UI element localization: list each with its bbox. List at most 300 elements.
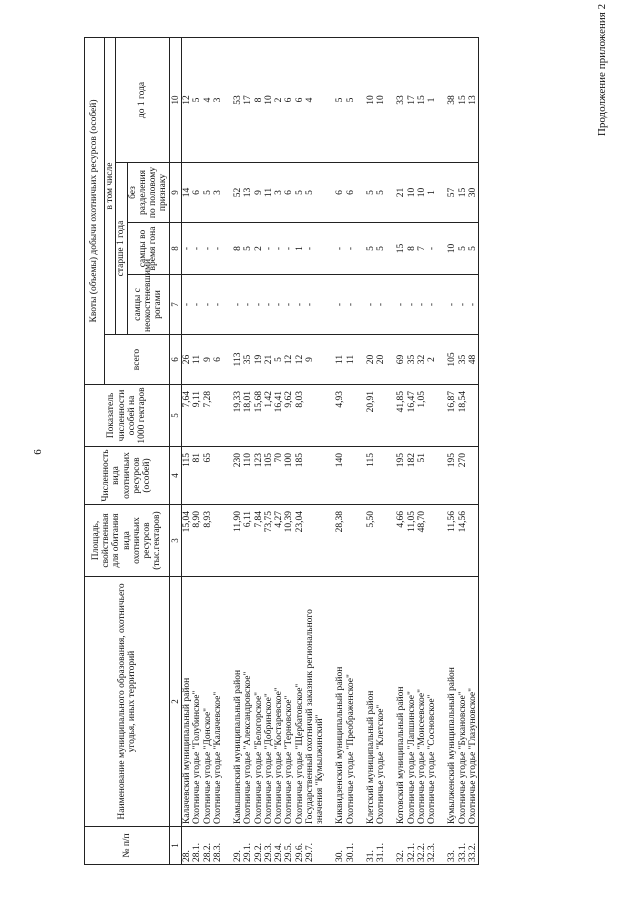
row-males-rut: - <box>427 223 437 275</box>
row-total: 5 <box>274 335 284 385</box>
row-total: 19 <box>254 335 264 385</box>
row-index: 15,68 <box>254 385 264 447</box>
row-total: 26 <box>182 335 193 385</box>
row-index <box>376 385 386 447</box>
row-number: 30. <box>335 827 345 865</box>
row-area: 14,56 <box>458 505 468 577</box>
row-total: 20 <box>366 335 376 385</box>
row-count: 185 <box>295 447 305 505</box>
row-count: 195 <box>396 447 406 505</box>
row-count: 195 <box>447 447 457 505</box>
rotated-table-container <box>84 38 609 865</box>
group-spacer <box>356 37 366 864</box>
row-no-sex: 6 <box>346 163 356 223</box>
spacer-cell <box>437 577 447 827</box>
row-name: Охотничье угодье "Донское" <box>203 577 213 827</box>
row-males-rut: 7 <box>417 223 427 275</box>
row-index: 4,93 <box>335 385 345 447</box>
row-total: 35 <box>407 335 417 385</box>
row-number: 29. <box>233 827 243 865</box>
row-males-horns: - <box>213 275 223 335</box>
col-header-under1: до 1 года <box>116 37 169 162</box>
spacer-cell <box>223 163 233 223</box>
col-number: 4 <box>169 447 182 505</box>
row-number: 29.6. <box>295 827 305 865</box>
row-males-horns: - <box>182 275 193 335</box>
row-count: 81 <box>192 447 202 505</box>
row-no-sex: 1 <box>427 163 437 223</box>
row-index: 19,33 <box>233 385 243 447</box>
spacer-cell <box>325 827 335 865</box>
row-name: Охотничье угодье "Терновское" <box>284 577 294 827</box>
row-males-horns: - <box>243 275 253 335</box>
row-total: 48 <box>468 335 479 385</box>
row-under1: 6 <box>295 37 305 162</box>
row-name: Кумылженский муниципальный район <box>447 577 457 827</box>
column-number-row <box>169 37 182 864</box>
row-name: Охотничье угодье "Голубинское" <box>192 577 202 827</box>
col-number: 9 <box>169 163 182 223</box>
row-name: Котовский муниципальный район <box>396 577 406 827</box>
row-index: 1,05 <box>417 385 427 447</box>
col-header-name: Наименование муниципального образования, охотничьего угодья, иных территорий <box>85 577 170 827</box>
quota-table <box>84 37 479 865</box>
row-males-rut: 5 <box>468 223 479 275</box>
row-index: 8,03 <box>295 385 305 447</box>
row-total: 11 <box>335 335 345 385</box>
row-area: 10,39 <box>284 505 294 577</box>
row-no-sex: 11 <box>264 163 274 223</box>
table-row <box>458 37 468 864</box>
spacer-cell <box>223 447 233 505</box>
spacer-cell <box>223 335 233 385</box>
row-index: 20,91 <box>366 385 376 447</box>
row-total: 105 <box>447 335 457 385</box>
row-total: 11 <box>346 335 356 385</box>
spacer-cell <box>386 275 396 335</box>
row-no-sex: 6 <box>335 163 345 223</box>
row-area: 23,04 <box>295 505 305 577</box>
row-males-rut: 5 <box>458 223 468 275</box>
row-total: 20 <box>376 335 386 385</box>
row-index <box>427 385 437 447</box>
row-name: Охотничье угодье "Щербатовское" <box>295 577 305 827</box>
row-index: 7,28 <box>203 385 213 447</box>
row-no-sex: 5 <box>366 163 376 223</box>
col-header-males-rut: самцы во время гона <box>127 223 169 275</box>
row-area: 7,84 <box>254 505 264 577</box>
row-area: 11,90 <box>233 505 243 577</box>
row-no-sex: 5 <box>305 163 326 223</box>
row-index: 16,87 <box>447 385 457 447</box>
row-total: 12 <box>295 335 305 385</box>
row-males-rut: 5 <box>376 223 386 275</box>
row-area <box>305 505 326 577</box>
row-males-rut: 1 <box>295 223 305 275</box>
col-header-total: всего <box>105 335 170 385</box>
row-males-rut: 10 <box>447 223 457 275</box>
row-no-sex: 10 <box>407 163 417 223</box>
row-area: 8,93 <box>203 505 213 577</box>
table-row <box>274 37 284 864</box>
row-males-rut: 8 <box>233 223 243 275</box>
row-count: 105 <box>264 447 274 505</box>
spacer-cell <box>356 37 366 162</box>
spacer-cell <box>356 577 366 827</box>
row-males-rut: - <box>305 223 326 275</box>
row-males-rut: 5 <box>243 223 253 275</box>
row-name: Клетский муниципальный район <box>366 577 376 827</box>
spacer-cell <box>325 505 335 577</box>
row-under1: 4 <box>305 37 326 162</box>
spacer-cell <box>437 335 447 385</box>
row-males-rut: 5 <box>366 223 376 275</box>
row-males-horns: - <box>366 275 376 335</box>
col-header-quota: Квоты (объемы) добычи охотничьих ресурсов (особей) <box>85 37 105 384</box>
row-males-rut: - <box>203 223 213 275</box>
row-no-sex: 13 <box>243 163 253 223</box>
table-row <box>366 37 376 864</box>
row-under1: 4 <box>203 37 213 162</box>
spacer-cell <box>356 335 366 385</box>
spacer-cell <box>386 223 396 275</box>
table-row <box>295 37 305 864</box>
row-area <box>213 505 223 577</box>
row-name: Охотничье угодье "Глазуновское" <box>468 577 479 827</box>
row-number: 29.4. <box>274 827 284 865</box>
spacer-cell <box>386 163 396 223</box>
row-total: 6 <box>213 335 223 385</box>
row-total: 32 <box>417 335 427 385</box>
row-total: 2 <box>427 335 437 385</box>
row-under1: 33 <box>396 37 406 162</box>
spacer-cell <box>223 505 233 577</box>
row-area: 11,56 <box>447 505 457 577</box>
row-area: 48,70 <box>417 505 427 577</box>
row-area: 28,38 <box>335 505 345 577</box>
row-index: 1,42 <box>264 385 274 447</box>
row-no-sex: 14 <box>182 163 193 223</box>
row-name: Охотничье угодье "Букановское" <box>458 577 468 827</box>
row-males-horns: - <box>295 275 305 335</box>
row-number: 29.3. <box>264 827 274 865</box>
spacer-cell <box>325 223 335 275</box>
row-area: 73,75 <box>264 505 274 577</box>
spacer-cell <box>223 275 233 335</box>
spacer-cell <box>437 37 447 162</box>
row-under1: 15 <box>417 37 427 162</box>
table-row <box>284 37 294 864</box>
table-row <box>335 37 345 864</box>
col-header-no-sex: без разделения по половому признаку <box>127 163 169 223</box>
row-count: 123 <box>254 447 264 505</box>
row-area: 6,11 <box>243 505 253 577</box>
row-number: 31. <box>366 827 376 865</box>
row-area <box>468 505 479 577</box>
row-males-horns: - <box>346 275 356 335</box>
col-header-older: старше 1 года <box>116 163 127 335</box>
row-number: 33.1. <box>458 827 468 865</box>
row-count <box>376 447 386 505</box>
table-row <box>417 37 427 864</box>
row-males-horns: - <box>417 275 427 335</box>
row-name: Охотничье угодье "Александровское" <box>243 577 253 827</box>
row-name: Калачевский муниципальный район <box>182 577 193 827</box>
table-row <box>427 37 437 864</box>
row-count <box>346 447 356 505</box>
row-count: 51 <box>417 447 427 505</box>
table-row <box>346 37 356 864</box>
row-number: 29.5. <box>284 827 294 865</box>
spacer-cell <box>386 505 396 577</box>
row-index: 18,01 <box>243 385 253 447</box>
col-number: 8 <box>169 223 182 275</box>
row-count <box>305 447 326 505</box>
row-under1: 3 <box>213 37 223 162</box>
spacer-cell <box>325 37 335 162</box>
row-number: 32. <box>396 827 406 865</box>
row-number: 33.2. <box>468 827 479 865</box>
spacer-cell <box>437 385 447 447</box>
row-index <box>213 385 223 447</box>
spacer-cell <box>325 163 335 223</box>
row-total: 9 <box>203 335 213 385</box>
row-name: Государственный охотничий заказник регионального значения "Кумылжинский" <box>305 577 326 827</box>
table-row <box>407 37 417 864</box>
spacer-cell <box>437 827 447 865</box>
row-area <box>346 505 356 577</box>
row-males-rut: - <box>335 223 345 275</box>
row-males-rut: - <box>346 223 356 275</box>
row-count: 115 <box>182 447 193 505</box>
row-name: Охотничье угодье "Белогорское" <box>254 577 264 827</box>
row-name: Охотничье угодье "Преображенское" <box>346 577 356 827</box>
row-no-sex: 5 <box>203 163 213 223</box>
row-males-horns: - <box>335 275 345 335</box>
row-number: 32.2. <box>417 827 427 865</box>
row-index: 7,64 <box>182 385 193 447</box>
row-males-rut: - <box>274 223 284 275</box>
col-header-count: Численность вида охотничьих ресурсов (особей) <box>85 447 170 505</box>
row-number: 32.3. <box>427 827 437 865</box>
spacer-cell <box>223 577 233 827</box>
row-no-sex: 52 <box>233 163 243 223</box>
col-header-index: Показатель численности особей на 1000 гектаров <box>85 385 170 447</box>
row-males-horns: - <box>407 275 417 335</box>
col-number: 10 <box>169 37 182 162</box>
spacer-cell <box>386 827 396 865</box>
row-males-horns: - <box>396 275 406 335</box>
row-under1: 2 <box>274 37 284 162</box>
row-under1: 6 <box>284 37 294 162</box>
row-count: 70 <box>274 447 284 505</box>
spacer-cell <box>356 447 366 505</box>
row-under1: 10 <box>366 37 376 162</box>
col-header-area: Площадь, свойственная для обитания вида охотничьих ресурсов (тыс.гектаров) <box>85 505 170 577</box>
row-under1: 1 <box>427 37 437 162</box>
row-name: Охотничье угодье "Калачевское" <box>213 577 223 827</box>
table-row <box>447 37 457 864</box>
row-name: Охотничье угодье "Сосновское" <box>427 577 437 827</box>
group-spacer <box>437 37 447 864</box>
row-area: 8,90 <box>192 505 202 577</box>
spacer-cell <box>356 275 366 335</box>
row-males-rut: - <box>213 223 223 275</box>
spacer-cell <box>386 37 396 162</box>
row-no-sex: 3 <box>274 163 284 223</box>
row-count: 110 <box>243 447 253 505</box>
col-header-males-horns: самцы с неокостеневшими рогами <box>127 275 169 335</box>
row-name: Камышинский муниципальный район <box>233 577 243 827</box>
spacer-cell <box>437 223 447 275</box>
table-row <box>254 37 264 864</box>
spacer-cell <box>356 827 366 865</box>
row-total: 113 <box>233 335 243 385</box>
row-name: Киквидзенский муниципальный район <box>335 577 345 827</box>
row-count: 100 <box>284 447 294 505</box>
page-number: 6 <box>32 449 44 455</box>
row-total: 11 <box>192 335 202 385</box>
row-no-sex: 9 <box>254 163 264 223</box>
col-number: 6 <box>169 335 182 385</box>
row-no-sex: 30 <box>468 163 479 223</box>
row-index: 16,47 <box>407 385 417 447</box>
table-row <box>376 37 386 864</box>
spacer-cell <box>437 447 447 505</box>
spacer-cell <box>437 275 447 335</box>
row-area: 5,50 <box>366 505 376 577</box>
row-index <box>346 385 356 447</box>
row-area: 4,66 <box>396 505 406 577</box>
row-males-horns: - <box>284 275 294 335</box>
row-males-horns: - <box>192 275 202 335</box>
spacer-cell <box>386 385 396 447</box>
row-area <box>376 505 386 577</box>
row-count: 140 <box>335 447 345 505</box>
row-males-horns: - <box>274 275 284 335</box>
col-number: 7 <box>169 275 182 335</box>
row-index: 18,54 <box>458 385 468 447</box>
table-row <box>213 37 223 864</box>
spacer-cell <box>223 37 233 162</box>
row-number: 29.2. <box>254 827 264 865</box>
row-number: 32.1. <box>407 827 417 865</box>
row-males-horns: - <box>427 275 437 335</box>
table-body <box>182 37 479 864</box>
row-number: 29.1. <box>243 827 253 865</box>
row-under1: 38 <box>447 37 457 162</box>
row-males-horns: - <box>203 275 213 335</box>
row-area: 11,05 <box>407 505 417 577</box>
row-no-sex: 5 <box>295 163 305 223</box>
row-count: 270 <box>458 447 468 505</box>
row-total: 35 <box>458 335 468 385</box>
row-count: 230 <box>233 447 243 505</box>
table-row <box>203 37 213 864</box>
row-males-horns: - <box>254 275 264 335</box>
row-name: Охотничье угодье "Лапшинское" <box>407 577 417 827</box>
row-total: 21 <box>264 335 274 385</box>
row-count <box>468 447 479 505</box>
row-index <box>468 385 479 447</box>
row-males-rut: - <box>182 223 193 275</box>
spacer-cell <box>437 505 447 577</box>
row-under1: 5 <box>346 37 356 162</box>
group-spacer <box>386 37 396 864</box>
row-under1: 8 <box>254 37 264 162</box>
row-name: Охотничье угодье "Добринское" <box>264 577 274 827</box>
spacer-cell <box>386 335 396 385</box>
row-area: 4,27 <box>274 505 284 577</box>
row-no-sex: 10 <box>417 163 427 223</box>
spacer-cell <box>356 385 366 447</box>
row-number: 28.3. <box>213 827 223 865</box>
spacer-cell <box>356 223 366 275</box>
row-males-rut: - <box>264 223 274 275</box>
row-number: 28.1. <box>192 827 202 865</box>
spacer-cell <box>356 505 366 577</box>
row-name: Охотничье угодье "Клетское" <box>376 577 386 827</box>
row-name: Охотничье угодье "Моисеевское" <box>417 577 427 827</box>
spacer-cell <box>386 447 396 505</box>
row-males-rut: 8 <box>407 223 417 275</box>
spacer-cell <box>223 385 233 447</box>
spacer-cell <box>223 223 233 275</box>
spacer-cell <box>437 163 447 223</box>
row-under1: 5 <box>335 37 345 162</box>
row-under1: 13 <box>468 37 479 162</box>
spacer-cell <box>325 385 335 447</box>
row-name: Охотничье угодье "Костаревское" <box>274 577 284 827</box>
row-number: 29.7. <box>305 827 326 865</box>
row-no-sex: 57 <box>447 163 457 223</box>
row-males-horns: - <box>458 275 468 335</box>
row-total: 12 <box>284 335 294 385</box>
row-males-rut: 15 <box>396 223 406 275</box>
row-count: 182 <box>407 447 417 505</box>
row-index: 16,41 <box>274 385 284 447</box>
row-males-horns: - <box>264 275 274 335</box>
col-number: 2 <box>169 577 182 827</box>
row-under1: 10 <box>376 37 386 162</box>
row-under1: 15 <box>458 37 468 162</box>
row-males-rut: 2 <box>254 223 264 275</box>
row-under1: 5 <box>192 37 202 162</box>
row-index: 41,85 <box>396 385 406 447</box>
row-total: 69 <box>396 335 406 385</box>
col-number: 1 <box>169 827 182 865</box>
table-row <box>468 37 479 864</box>
table-row <box>233 37 243 864</box>
row-males-rut: - <box>284 223 294 275</box>
row-under1: 12 <box>182 37 193 162</box>
spacer-cell <box>223 827 233 865</box>
table-row <box>192 37 202 864</box>
appendix-title: Продолжение приложения 2 <box>596 3 608 137</box>
row-index <box>305 385 326 447</box>
row-no-sex: 3 <box>213 163 223 223</box>
row-area: 15,04 <box>182 505 193 577</box>
row-under1: 17 <box>243 37 253 162</box>
row-number: 33. <box>447 827 457 865</box>
spacer-cell <box>325 447 335 505</box>
row-area <box>427 505 437 577</box>
row-number: 31.1. <box>376 827 386 865</box>
row-number: 28. <box>182 827 193 865</box>
table-row <box>305 37 326 864</box>
table-row <box>396 37 406 864</box>
table-row <box>182 37 193 864</box>
